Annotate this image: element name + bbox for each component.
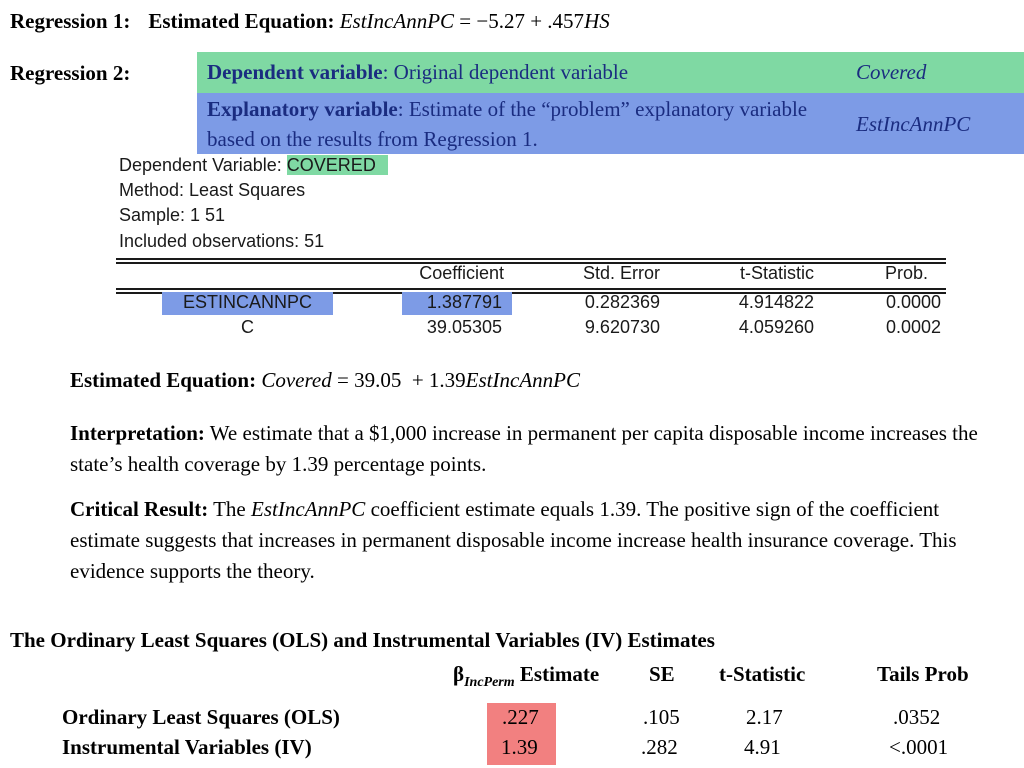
dependent-variable-title: Dependent variable — [207, 60, 383, 84]
comparison-row-ols-label: Ordinary Least Squares (OLS) — [62, 705, 340, 729]
output-dependent-value: COVERED — [287, 155, 388, 175]
regression-1-label: Regression 1: — [10, 9, 131, 33]
comparison-row-iv-se: .282 — [641, 735, 678, 759]
output-row-1-prob: 0.0000 — [885, 292, 941, 312]
comparison-row-ols-estimate: .227 — [502, 705, 539, 729]
regression-1-lhs: EstIncAnnPC — [339, 9, 455, 33]
output-row-2-prob: 0.0002 — [885, 317, 941, 337]
output-rule-top-1 — [116, 258, 946, 260]
interpretation-paragraph — [70, 418, 990, 480]
estimated-equation-label: Estimated Equation: — [70, 368, 257, 392]
beta-subscript: IncPerm — [464, 675, 515, 691]
comparison-row-iv-prob: <.0001 — [889, 735, 949, 759]
regression-1-equation-label: Estimated Equation: — [148, 9, 335, 33]
output-row-2-coefficient: 39.05305 — [426, 317, 502, 337]
output-observations: Included observations: 51 — [119, 231, 325, 251]
comparison-header-tails-prob: Tails Prob — [877, 662, 969, 686]
comparison-row-iv-t: 4.91 — [744, 735, 781, 759]
output-row-1-std-error: 0.282369 — [584, 292, 660, 312]
critical-result-paragraph — [70, 494, 990, 587]
output-row-1-t-statistic: 4.914822 — [738, 292, 814, 312]
output-header-prob: Prob. — [884, 263, 928, 283]
regression-1-variable: HS — [584, 9, 610, 33]
estimated-equation-lhs: Covered — [261, 368, 332, 392]
explanatory-variable-description — [207, 94, 847, 154]
estimated-equation-coefficients: = 39.05 + 1.39 — [331, 368, 466, 392]
comparison-row-iv-estimate: 1.39 — [501, 735, 538, 759]
output-dependent-line — [119, 155, 388, 176]
output-method: Method: Least Squares — [119, 180, 306, 200]
critical-result-variable: EstIncAnnPC — [251, 497, 366, 521]
explanatory-variable-text: : Estimate of the “problem” explanatory variable based on the results from Regression 1. — [207, 97, 808, 151]
dependent-variable-value: Covered — [856, 60, 927, 84]
comparison-row-ols-prob: .0352 — [893, 705, 941, 729]
regression-1-line — [10, 9, 610, 34]
dependent-variable-text: : Original dependent variable — [382, 60, 629, 84]
explanatory-variable-value: EstIncAnnPC — [856, 112, 971, 136]
output-header-coefficient: Coefficient — [419, 263, 504, 283]
critical-result-text: coefficient estimate equals 1.39. The positive sign of the coefficient estimate suggests that increases in permanent disposable income increase health insurance coverage. This evidence supports the theory. — [70, 497, 957, 583]
comparison-header-estimate: Estimate — [519, 662, 600, 686]
output-header-std-error: Std. Error — [582, 263, 660, 283]
regression-2-label: Regression 2: — [10, 61, 131, 85]
explanatory-variable-title: Explanatory variable — [207, 97, 398, 121]
estimated-equation-variable: EstIncAnnPC — [465, 368, 580, 392]
interpretation-text: We estimate that a $1,000 increase in permanent per capita disposable income increases the state’s health coverage by 1.39 percentage points. — [70, 421, 978, 476]
output-row-1-coefficient: 1.387791 — [426, 292, 502, 312]
regression-1-coefficients: = −5.27 + .457 — [454, 9, 585, 33]
comparison-table-title: The Ordinary Least Squares (OLS) and Instrumental Variables (IV) Estimates — [10, 628, 715, 652]
interpretation-label: Interpretation: — [70, 421, 205, 445]
estimated-equation — [70, 368, 580, 393]
output-row-2-std-error: 9.620730 — [584, 317, 660, 337]
output-dependent-label: Dependent Variable: — [119, 155, 287, 175]
output-row-2-t-statistic: 4.059260 — [738, 317, 814, 337]
comparison-header-se: SE — [649, 662, 675, 686]
output-row-1-variable: ESTINCANNPC — [182, 292, 312, 312]
comparison-header-beta — [453, 662, 599, 691]
output-rule-mid-1 — [116, 288, 946, 290]
output-row-2-variable: C — [241, 317, 254, 337]
comparison-row-iv-label: Instrumental Variables (IV) — [62, 735, 312, 759]
critical-result-label: Critical Result: — [70, 497, 209, 521]
beta-symbol: β — [453, 662, 465, 686]
output-header-t-statistic: t-Statistic — [739, 263, 814, 283]
comparison-header-t-statistic: t-Statistic — [719, 662, 806, 686]
output-sample: Sample: 1 51 — [119, 205, 226, 225]
dependent-variable-description — [207, 60, 628, 85]
comparison-row-ols-t: 2.17 — [746, 705, 783, 729]
comparison-row-ols-se: .105 — [643, 705, 680, 729]
critical-result-pre: The — [208, 497, 251, 521]
